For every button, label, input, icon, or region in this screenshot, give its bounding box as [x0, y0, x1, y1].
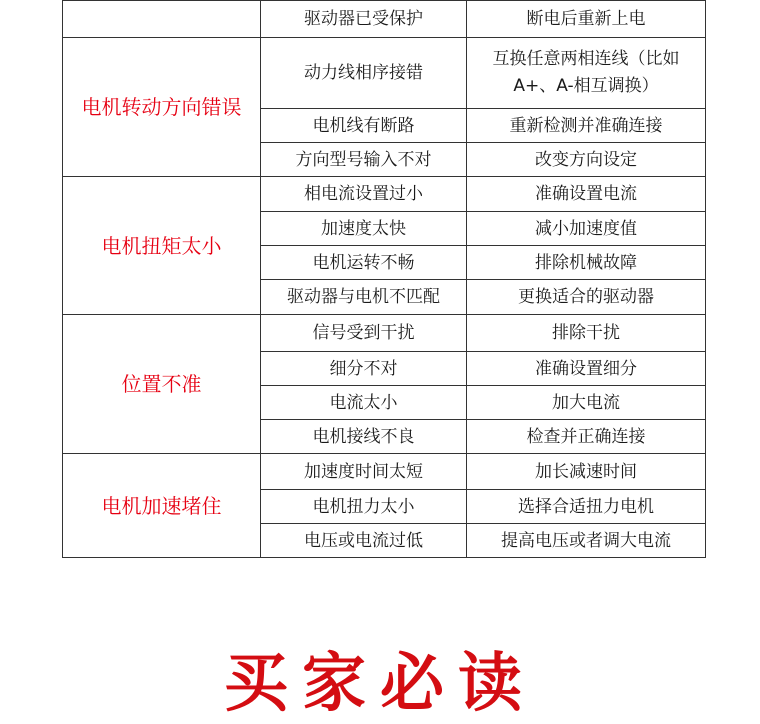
cause-cell: 电压或电流过低 — [261, 524, 467, 558]
solution-cell: 加长减速时间 — [467, 454, 706, 490]
solution-cell: 重新检测并准确连接 — [467, 109, 706, 143]
symptom-cell: 电机扭矩太小 — [63, 177, 261, 315]
buyer-notice-banner: 买家必读 — [224, 646, 536, 721]
solution-cell: 加大电流 — [467, 386, 706, 420]
solution-cell: 选择合适扭力电机 — [467, 490, 706, 524]
cause-cell: 驱动器与电机不匹配 — [261, 280, 467, 315]
solution-cell: 提高电压或者调大电流 — [467, 524, 706, 558]
cause-cell: 驱动器已受保护 — [261, 1, 467, 38]
solution-cell: 减小加速度值 — [467, 212, 706, 246]
table-row — [63, 38, 706, 109]
cause-cell: 信号受到干扰 — [261, 315, 467, 352]
cause-cell: 相电流设置过小 — [261, 177, 467, 212]
fault-troubleshooting-table — [62, 0, 706, 558]
symptom-cell-continued — [63, 1, 261, 38]
solution-cell: 检查并正确连接 — [467, 420, 706, 454]
table-row — [63, 315, 706, 352]
cause-cell: 加速度太快 — [261, 212, 467, 246]
symptom-cell: 电机转动方向错误 — [63, 38, 261, 177]
cause-cell: 动力线相序接错 — [261, 38, 467, 109]
symptom-cell: 电机加速堵住 — [63, 454, 261, 558]
cause-cell: 电机运转不畅 — [261, 246, 467, 280]
solution-cell: 更换适合的驱动器 — [467, 280, 706, 315]
solution-cell: 排除机械故障 — [467, 246, 706, 280]
table-row — [63, 1, 706, 38]
table-row — [63, 454, 706, 490]
cause-cell: 电机接线不良 — [261, 420, 467, 454]
cause-cell: 加速度时间太短 — [261, 454, 467, 490]
solution-cell: 断电后重新上电 — [467, 1, 706, 38]
solution-cell: 互换任意两相连线（比如A+、A-相互调换） — [467, 38, 706, 109]
cause-cell: 细分不对 — [261, 352, 467, 386]
cause-cell: 电机线有断路 — [261, 109, 467, 143]
solution-cell: 准确设置电流 — [467, 177, 706, 212]
solution-cell: 改变方向设定 — [467, 143, 706, 177]
solution-cell: 准确设置细分 — [467, 352, 706, 386]
cause-cell: 电流太小 — [261, 386, 467, 420]
solution-cell: 排除干扰 — [467, 315, 706, 352]
symptom-cell: 位置不准 — [63, 315, 261, 454]
cause-cell: 电机扭力太小 — [261, 490, 467, 524]
cause-cell: 方向型号输入不对 — [261, 143, 467, 177]
table-row — [63, 177, 706, 212]
